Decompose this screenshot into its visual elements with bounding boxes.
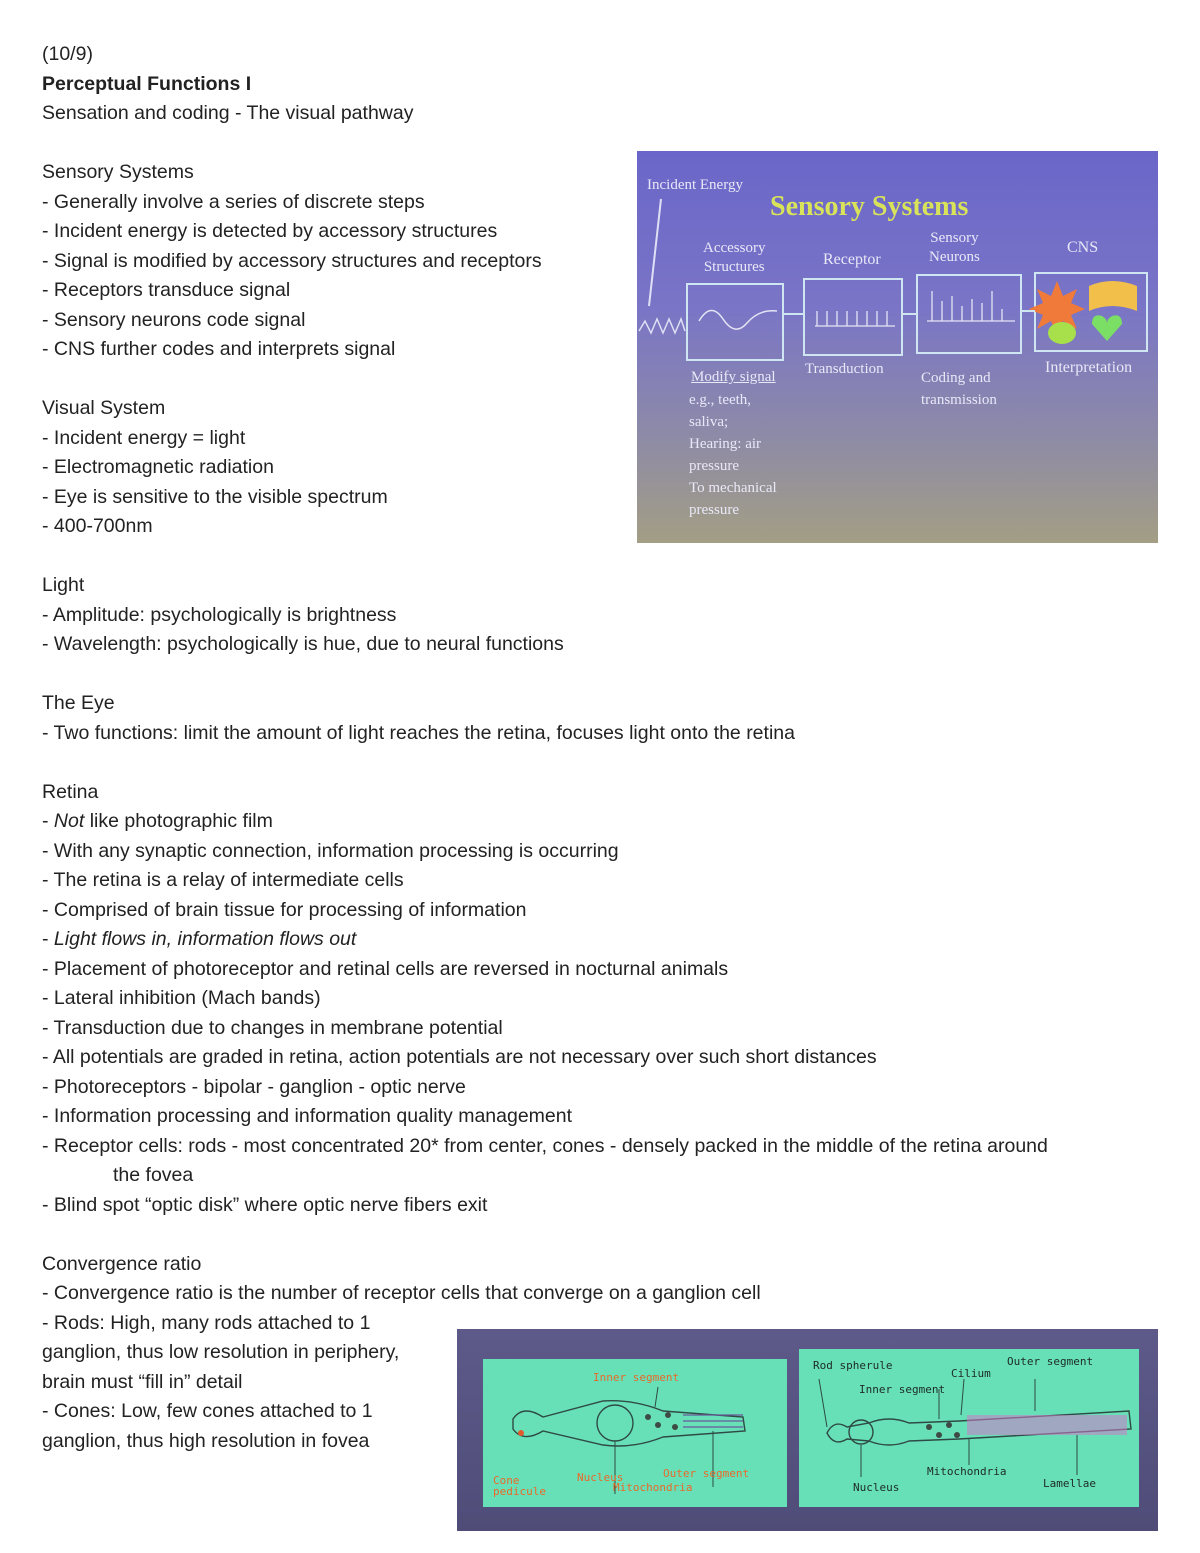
label-cone-pedicule: Cone pedicule <box>493 1474 546 1498</box>
section-heading-eye: The Eye <box>42 692 115 714</box>
bullet: - The retina is a relay of intermediate cells <box>42 869 404 891</box>
bullet: - Incident energy = light <box>42 426 246 449</box>
bullet: - Convergence ratio is the number of receptor cells that converge on a ganglion cell <box>42 1282 761 1304</box>
date-line: (10/9) <box>42 43 93 65</box>
bullet: ganglion, thus high resolution in fovea <box>42 1429 370 1452</box>
section-heading-sensory: Sensory Systems <box>42 161 194 183</box>
bullet: - All potentials are graded in retina, action potentials are not necessary over such short distances <box>42 1046 877 1068</box>
bullet: - Information processing and information quality management <box>42 1105 573 1127</box>
label-inner-segment: Inner segment <box>859 1383 946 1396</box>
bullet: - Signal is modified by accessory structures and receptors <box>42 249 542 272</box>
neurons-signal <box>927 291 1015 321</box>
bullet: - Comprised of brain tissue for processing of information <box>42 898 527 921</box>
photoreceptor-slide-photo <box>457 1329 1158 1531</box>
bullet: - Eye is sensitive to the visible spectrum <box>42 485 388 508</box>
accessory-box <box>687 284 783 360</box>
slide-incident-label: Incident Energy <box>647 177 743 193</box>
bullet-rest: like photographic film <box>84 810 273 832</box>
bullet: - Lateral inhibition (Mach bands) <box>42 987 321 1009</box>
slide-accessory-label: Accessory Structures <box>703 240 766 275</box>
bullet: - 400-700nm <box>42 515 153 537</box>
bullet: - Transduction due to changes in membrane potential <box>42 1016 503 1039</box>
bullet-dash: - <box>42 810 54 832</box>
slide-neurons-label: Sensory Neurons <box>929 230 980 265</box>
label-cilium: Cilium <box>951 1367 991 1380</box>
slide-interpretation-label: Interpretation <box>1045 359 1133 376</box>
slide-title: Sensory Systems <box>770 191 969 222</box>
label-nucleus: Nucleus <box>853 1481 900 1494</box>
label-outer-segment: Outer segment <box>663 1467 750 1480</box>
bullet: ganglion, thus low resolution in periphery, <box>42 1341 400 1363</box>
section-heading-visual: Visual System <box>42 397 166 419</box>
bullet: - Receptor cells: rods - most concentrated 20* from center, cones - densely packed in the middle of the retina around <box>42 1134 1048 1157</box>
bullet: - Receptors transduce signal <box>42 279 291 301</box>
page-subtitle: Sensation and coding - The visual pathway <box>42 102 414 124</box>
label-mitochondria: Mitochondria <box>613 1481 693 1494</box>
cone-diagram-panel <box>483 1359 787 1507</box>
sensory-systems-slide-photo <box>637 151 1158 543</box>
section-heading-retina: Retina <box>42 780 99 803</box>
italic-text: Light flows in, information flows out <box>53 928 357 950</box>
heart-shape <box>1092 315 1122 341</box>
bullet-continuation: the fovea <box>113 1164 194 1186</box>
bullet: - Cones: Low, few cones attached to 1 <box>42 1400 373 1422</box>
receptor-signal <box>815 311 895 326</box>
italic-word: Not <box>53 810 85 832</box>
slide-receptor-label: Receptor <box>823 251 881 268</box>
section-heading-light: Light <box>42 574 85 596</box>
bullet: - Wavelength: psychologically is hue, due to neural functions <box>42 633 564 655</box>
slide-examples-text: e.g., teeth, saliva; Hearing: air pressure To mechanical pressure <box>689 392 777 518</box>
modified-wave <box>699 310 777 329</box>
slide-modify-label: Modify signal <box>691 369 776 385</box>
flag-shape <box>1089 281 1137 311</box>
bullet: - CNS further codes and interprets signal <box>42 338 396 360</box>
bullet-dash: - <box>42 928 54 950</box>
slide-coding-label: Coding and transmission <box>921 370 997 408</box>
rod-diagram-panel <box>799 1349 1139 1507</box>
label-rod-spherule: Rod spherule <box>813 1359 893 1372</box>
slide-cns-label: CNS <box>1067 239 1099 256</box>
label-mitochondria: Mitochondria <box>927 1465 1007 1478</box>
slide-transduction-label: Transduction <box>805 361 884 377</box>
page-title: Perceptual Functions I <box>42 72 252 95</box>
bullet: - Sensory neurons code signal <box>42 308 306 331</box>
incident-arrow <box>649 199 661 306</box>
label-lamellae: Lamellae <box>1043 1477 1096 1490</box>
bullet: - Two functions: limit the amount of light reaches the retina, focuses light onto the retina <box>42 721 795 744</box>
label-nucleus: Nucleus <box>577 1471 624 1484</box>
bullet: - Placement of photoreceptor and retinal cells are reversed in nocturnal animals <box>42 957 729 980</box>
bullet: - Blind spot “optic disk” where optic nerve fibers exit <box>42 1193 488 1216</box>
incident-wave <box>639 319 685 333</box>
oval-shape <box>1048 322 1076 344</box>
bullet: brain must “fill in” detail <box>42 1370 243 1393</box>
bullet: - Electromagnetic radiation <box>42 456 274 478</box>
bullet: - Rods: High, many rods attached to 1 <box>42 1311 371 1334</box>
label-outer-segment: Outer segment <box>1007 1355 1094 1368</box>
section-heading-convergence: Convergence ratio <box>42 1252 202 1275</box>
bullet: - Photoreceptors - bipolar - ganglion - optic nerve <box>42 1075 466 1098</box>
bullet: - Generally involve a series of discrete steps <box>42 190 425 213</box>
bullet: - With any synaptic connection, information processing is occurring <box>42 839 619 862</box>
bullet: - Incident energy is detected by accessory structures <box>42 220 498 242</box>
label-inner-segment: Inner segment <box>593 1371 680 1384</box>
bullet: - Amplitude: psychologically is brightness <box>42 603 397 626</box>
bullet <box>42 925 1172 955</box>
bullet <box>42 807 1172 837</box>
